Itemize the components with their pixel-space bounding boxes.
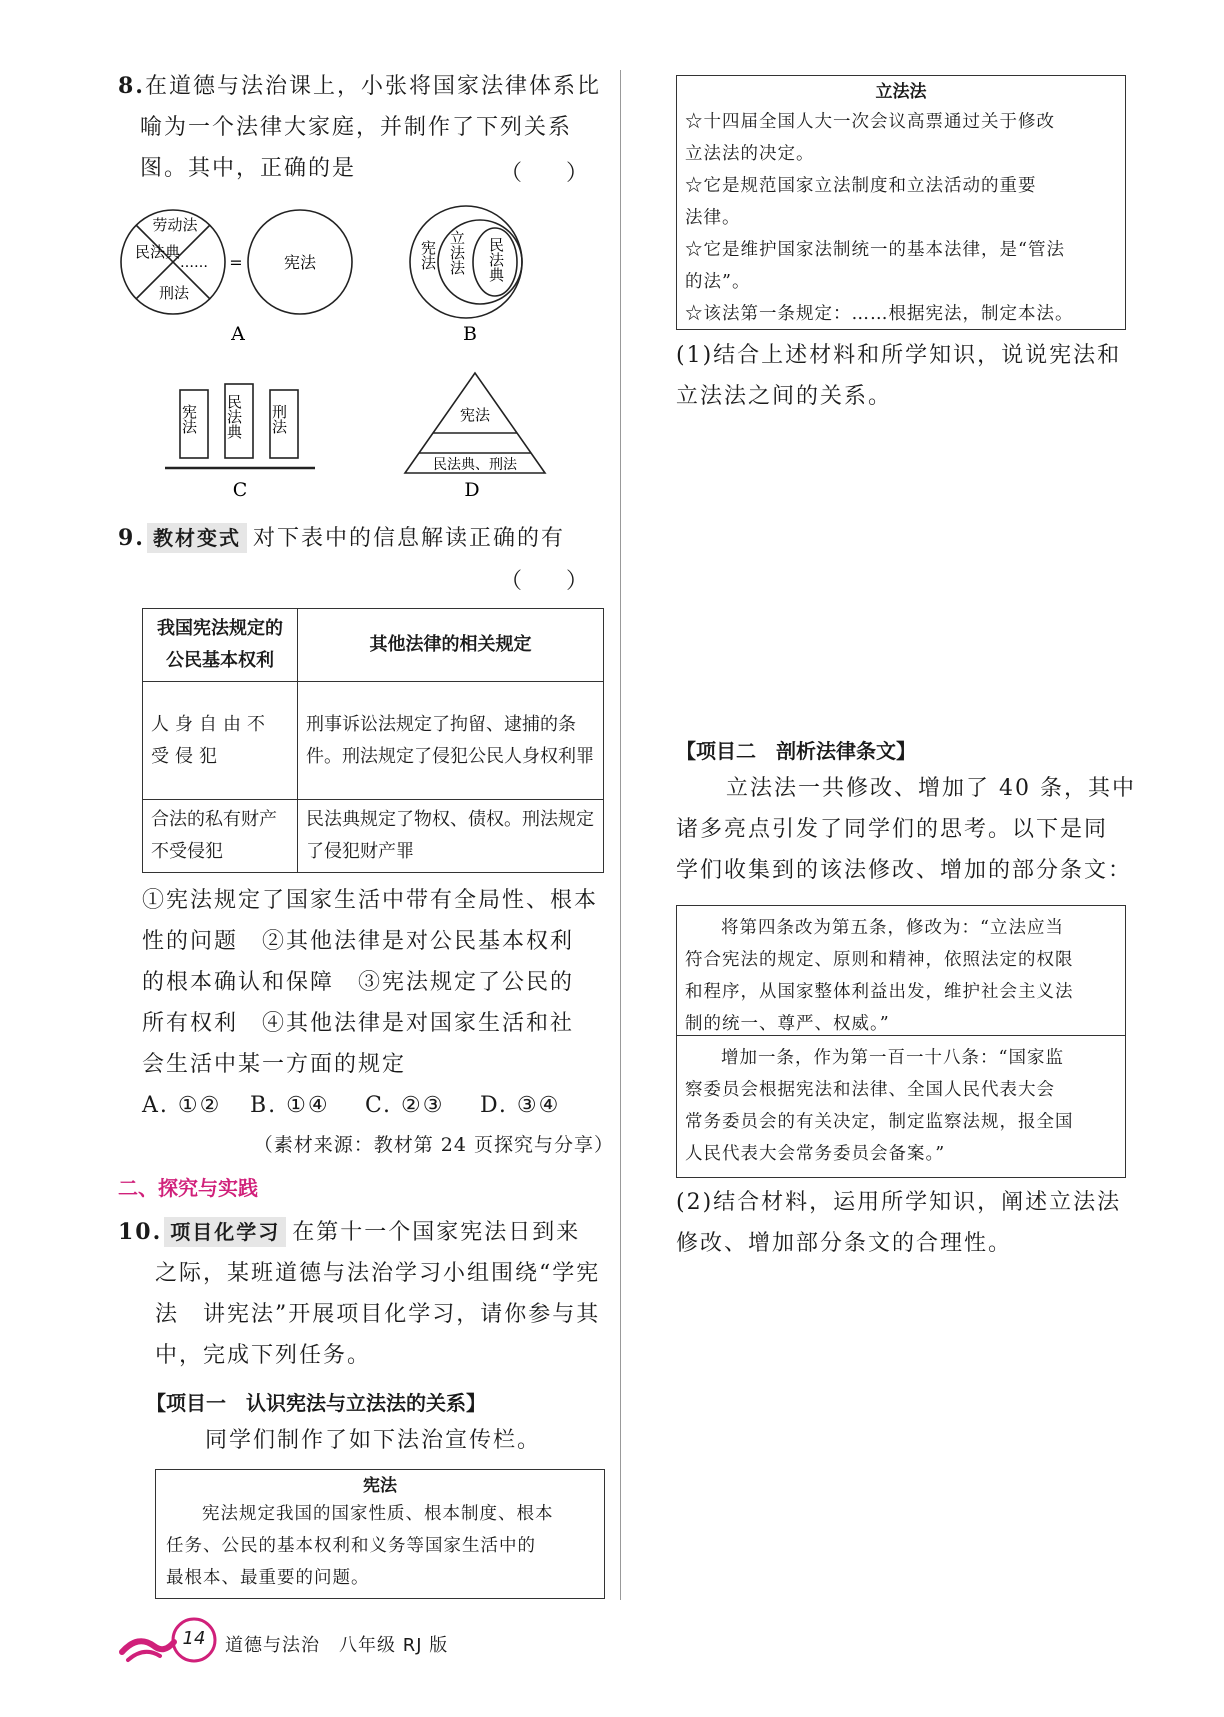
q10-line-1: 在第十一个国家宪法日到来	[292, 1220, 581, 1245]
sub-question-1	[676, 335, 1146, 417]
answer-paren: （ ）	[500, 161, 589, 186]
sub-question-line: 立法法之间的关系。	[676, 384, 893, 409]
box-line: 最根本、最重要的问题。	[166, 1568, 370, 1588]
sub-question-2	[676, 1182, 1146, 1264]
question-tag: 教材变式	[147, 523, 247, 553]
article-line: 常务委员会的有关决定，制定监察法规，报全国	[685, 1112, 1074, 1132]
pyramid-bottom-label: 民法典、刑法	[433, 457, 517, 473]
article-part-1	[677, 906, 1125, 1036]
q9-choices	[142, 1085, 612, 1126]
articles-box	[676, 905, 1126, 1178]
table-cell: 民法典规定了物权、债权。刑法规定了侵犯财产罪	[298, 800, 604, 873]
diagram-label: A	[231, 323, 245, 345]
circle-label: 宪法	[283, 253, 317, 272]
project-1-intro: 同学们制作了如下法治宣传栏。	[205, 1428, 542, 1453]
diagram-a	[118, 205, 368, 350]
pie-top-label: 劳动法	[152, 216, 198, 234]
statement-line: 的根本确认和保障 ③宪法规定了公民的	[142, 970, 575, 995]
pie-left-label: 民法典	[135, 243, 181, 261]
box-title: 宪法	[363, 1476, 397, 1496]
q8-line-2: 喻为一个法律大家庭，并制作了下列关系	[140, 115, 573, 140]
diagram-label: C	[232, 479, 248, 501]
article-line: 察委员会根据宪法和法律、全国人民代表大会	[685, 1080, 1055, 1100]
article-part-2	[677, 1036, 1125, 1176]
q8-line-3: 图。其中，正确的是	[140, 156, 357, 181]
constitution-box	[155, 1469, 605, 1599]
q10-stem	[118, 1212, 613, 1376]
q10-line-3: 法 讲宪法”开展项目化学习，请你参与其	[155, 1302, 601, 1327]
box-line: 宪法规定我国的国家性质、根本制度、根本	[202, 1504, 554, 1524]
article-line: 制的统一、尊严、权威。”	[685, 1014, 890, 1034]
choice-d: D. ③④	[480, 1093, 561, 1118]
sub-question-line: (2)结合材料，运用所学知识，阐述立法法	[676, 1190, 1122, 1215]
statement-line: ①宪法规定了国家生活中带有全局性、根本	[142, 888, 599, 913]
project-2-intro	[676, 768, 1146, 891]
rights-table	[142, 608, 604, 873]
statement-line: 性的问题 ②其他法律是对公民基本权利	[142, 929, 575, 954]
diagram-label: B	[463, 323, 477, 345]
footer-text: 道德与法治 八年级 RJ 版	[225, 1635, 449, 1656]
diagram-label: D	[464, 479, 480, 501]
pie-dots: ……	[180, 255, 208, 271]
q10-line-4: 中，完成下列任务。	[155, 1343, 372, 1368]
outer-label: 宪法	[419, 240, 437, 270]
choice-c: C. ②③	[365, 1093, 445, 1118]
diagram-b	[400, 200, 550, 350]
box-line: 法律。	[685, 208, 741, 228]
table-header-row	[143, 609, 604, 682]
book-1: 宪法	[180, 404, 198, 434]
box-line: ☆它是维护国家法制统一的基本法律，是“管法	[685, 240, 1065, 260]
question-number: 10.	[118, 1219, 163, 1245]
material-source: （素材来源：教材第 24 页探究与分享）	[253, 1134, 614, 1156]
answer-paren: （ ）	[500, 569, 589, 594]
q9-stem	[118, 518, 608, 559]
q10-line-2: 之际，某班道德与法治学习小组围绕“学宪	[155, 1261, 601, 1286]
pie-bottom-label: 刑法	[158, 284, 190, 302]
book-2: 民法典	[225, 394, 243, 439]
equals-sign: =	[229, 253, 243, 272]
middle-label: 立法法	[448, 230, 466, 275]
pyramid-top-label: 宪法	[459, 406, 491, 424]
question-number: 8.	[118, 73, 145, 99]
intro-line: 诸多亮点引发了同学们的思考。以下是同	[676, 817, 1109, 842]
book-3: 刑法	[270, 404, 288, 434]
table-header: 其他法律的相关规定	[298, 609, 604, 682]
article-line: 增加一条，作为第一百一十八条：“国家监	[721, 1048, 1064, 1068]
box-line: 的法”。	[685, 272, 751, 292]
table-row	[143, 682, 604, 800]
legislation-law-box	[676, 75, 1126, 330]
statement-line: 所有权利 ④其他法律是对国家生活和社	[142, 1011, 575, 1036]
question-tag: 项目化学习	[164, 1217, 286, 1247]
question-number: 9.	[118, 525, 145, 551]
table-cell: 人身自由不受侵犯	[143, 682, 298, 800]
box-line: ☆该法第一条规定：……根据宪法，制定本法。	[685, 304, 1074, 324]
q9-stem-text: 对下表中的信息解读正确的有	[252, 526, 565, 551]
article-line: 人民代表大会常务委员会备案。”	[685, 1144, 946, 1164]
intro-line: 立法法一共修改、增加了 40 条，其中	[726, 776, 1136, 801]
project-1-title: 【项目一 认识宪法与立法法的关系】	[146, 1391, 486, 1415]
box-line: 立法法的决定。	[685, 144, 815, 164]
statement-line: 会生活中某一方面的规定	[142, 1052, 407, 1077]
q9-statements	[142, 880, 612, 1085]
box-line: 任务、公民的基本权利和义务等国家生活中的	[166, 1536, 536, 1556]
q8-line-1: 在道德与法治课上，小张将国家法律体系比	[144, 74, 601, 99]
table-cell: 合法的私有财产不受侵犯	[143, 800, 298, 873]
project-2-title: 【项目二 剖析法律条文】	[676, 739, 916, 763]
column-divider	[620, 70, 621, 1600]
sub-question-line: (1)结合上述材料和所学知识，说说宪法和	[676, 343, 1122, 368]
box-line: ☆十四届全国人大一次会议高票通过关于修改	[685, 112, 1055, 132]
box-line: ☆它是规范国家立法制度和立法活动的重要	[685, 176, 1037, 196]
choice-b: B. ①④	[250, 1093, 330, 1118]
table-header: 我国宪法规定的公民基本权利	[143, 609, 298, 682]
diagram-d	[400, 368, 560, 510]
table-row	[143, 800, 604, 873]
page-number: 14	[182, 1628, 206, 1649]
choice-a: A. ①②	[142, 1093, 222, 1118]
section-title: 二、探究与实践	[118, 1176, 258, 1200]
article-line: 将第四条改为第五条，修改为：“立法应当	[721, 918, 1064, 938]
diagram-c	[165, 380, 335, 510]
intro-line: 学们收集到的该法修改、增加的部分条文：	[676, 858, 1133, 883]
article-line: 和程序，从国家整体利益出发，维护社会主义法	[685, 982, 1074, 1002]
article-line: 符合宪法的规定、原则和精神，依照法定的权限	[685, 950, 1074, 970]
box-title: 立法法	[875, 82, 927, 102]
inner-label: 民法典	[487, 237, 505, 282]
table-cell: 刑事诉讼法规定了拘留、逮捕的条件。刑法规定了侵犯公民人身权利罪	[298, 682, 604, 800]
sub-question-line: 修改、增加部分条文的合理性。	[676, 1231, 1013, 1256]
